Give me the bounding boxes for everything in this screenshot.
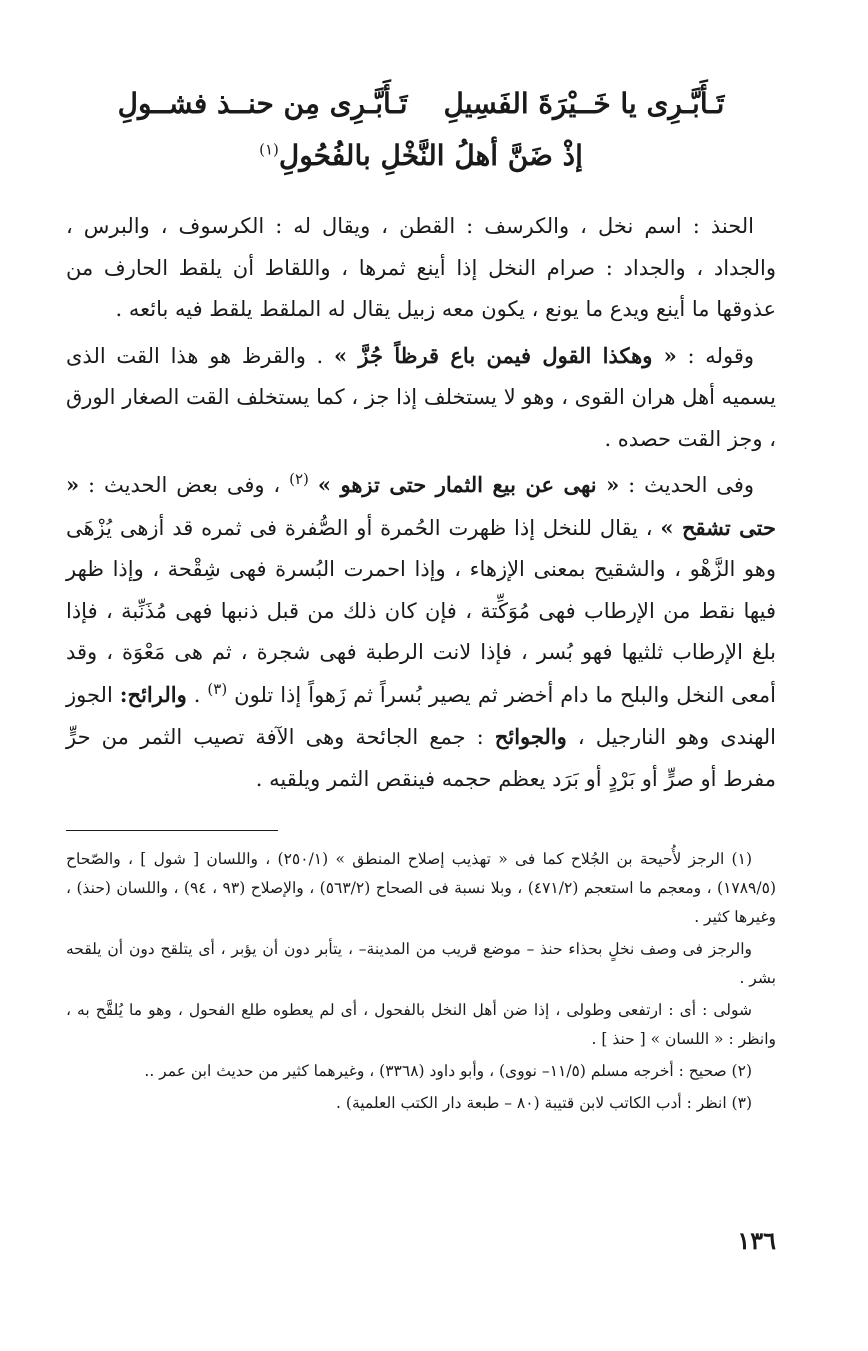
paragraph-3: وفى الحديث : « نهى عن بيع الثمار حتى تزهو » $^{(٢)}$ ، وفى بعض الحديث : « حتى تشقح » ، يقال للنخل إذا ظهرت الحُمرة أو الصُّفرة فى ثمره قد أزهى يُزْهَى وهو الزَّهْو ، والشقيح بمعنى الإزهاء ، وإذا احمرت البُسرة فهى شِقْحة ، وإذا ظهر فيها نقط من الإرطاب فهى مُوَكِّتة ، فإن كان ذلك من قبل ذنبها فهى مُذَنِّبة ، فإذا بلغ الإرطاب ثلثيها فهو بُسر ، فإذا لانت الرطبة فهى شجرة ، ثم هى مَعْوَة ، وقد أمعى النخل والبلح ما دام أخضر ثم يصير بُسراً ثم زَهواً إذا تلون $^{(٣)}$ . والرائح: الجوز الهندى وهو النارجيل ، والجوائح : جمع الجائحة وهى الآفة تصيب الثمر من حرٍّ مفرط أو صرٍّ أو بَرْدٍ أو بَرَد يعظم حجمه فينقص الثمر ويلقيه .	[66, 470, 777, 791]
footnote-3: (٣) انظر : أدب الكاتب لابن قتيبة (٨٠ – طبعة دار الكتب العلمية) .	[336, 1094, 752, 1112]
p2-rest: . والقرظ هو هذا القت الذى يسميه أهل هران القوى ، وهو لا يستخلف إذا جز ، كما يستخلف القت الصغار الورق ، وجز القت حصده .	[66, 343, 776, 451]
footnote-ref-3: (٣)	[207, 679, 228, 698]
footnote-2: (٢) صحيح : أخرجه مسلم (١١/٥– نووى) ، وأبو داود (٣٣٦٨) ، وغيرهما كثير من حديث ابن عمر ..	[144, 1062, 752, 1080]
p2-quote: « وهكذا القول فيمن باع قرظاً جُزَّ »	[333, 342, 677, 368]
poem-verse	[66, 78, 776, 182]
footnote-1b: والرجز فى وصف نخلٍ بحذاء حنذ – موضع قريب من المدينة– ، يتأبر دون أن يؤبر ، أى يتلقح دون أن يلقحه بشر .	[66, 940, 776, 987]
paragraph-2	[66, 335, 776, 461]
paragraph-1: الحنذ : اسم نخل ، والكرسف : القطن ، ويقال له : الكرسوف ، والبرس ، والجداد ، والجداد : صرام النخل إذا أينع ثمرها ، واللقاط أن يلقط الحارف من عذوقها ما أينع ويدع ما يونع ، يكون معه زبيل يقال له الملقط يلقط فيه بائعه .	[66, 214, 776, 321]
poem-line-1	[66, 78, 776, 130]
p3-mid-3: الجوز الهندى وهو النارجيل ،	[66, 682, 776, 749]
main-text	[66, 206, 776, 800]
p3-term-1: والرائح:	[119, 681, 187, 707]
footnote-1c: شولى : أى : ارتفعى وطولى ، إذا ضن أهل النخل بالفحول ، أى لم يعطوه طلع الفحول ، وهو ما يُلقَّح به ، وانظر : « اللسان » [ حنذ ] .	[66, 1001, 776, 1048]
footnote-1a: (١) الرجز لأُحيحة بن الجُلاح كما فى « تهذيب إصلاح المنطق » (٢٥٠/١) ، واللسان [ شول ] ، والصّحاح (١٧٨٩/٥) ، ومعجم ما استعجم (٤٧١/٢) ، وبلا نسبة فى الصحاح (٥٦٣/٢) ، والإصلاح (٩٣ ، ٩٤) ، واللسان (حنذ) ، وغيرها كثير .	[66, 850, 776, 926]
footnotes	[66, 845, 776, 1118]
footnote-ref-2: (٢)	[289, 470, 309, 488]
p3-quote-2: « حتى تشقح »	[66, 472, 776, 540]
footnote-separator	[66, 830, 278, 831]
footnote-ref-1: (١)	[259, 140, 279, 159]
poem-line-2	[66, 130, 776, 182]
footnote-separator-wrap	[66, 804, 776, 845]
poem-hemistich-right: تَـأَبَّـرِى يا خَــيْرَةَ الفَسِيلِ	[443, 87, 725, 120]
poem-line-2-text: إذْ ضَنَّ أهلُ النَّخْلِ بالفُحُولِ	[278, 139, 583, 172]
p3-mid-2: ، يقال للنخل إذا ظهرت الحُمرة أو الصُّفرة فى ثمره قد أزهى يُزْهَى وهو الزَّهْو ، والشقيح بمعنى الإزهاء ، وإذا احمرت البُسرة فهى شِقْحة ، وإذا ظهر فيها نقط من الإرطاب فهى مُوَكِّتة ، فإن كان ذلك من قبل ذنبها فهى مُذَنِّبة ، فإذا بلغ الإرطاب ثلثيها فهو بُسر ، فإذا لانت الرطبة فهى شجرة ، ثم هى مَعْوَة ، وقد أمعى النخل والبلح ما دام أخضر ثم يصير بُسراً ثم زَهواً إذا تلون	[66, 515, 777, 707]
p3-mid-1: ، وفى بعض الحديث :	[88, 473, 281, 497]
p3-quote-1: « نهى عن بيع الثمار حتى تزهو »	[317, 472, 620, 497]
p3-term-2: والجوائح	[494, 724, 567, 749]
page-number: ١٣٦	[737, 1226, 776, 1255]
p3-end: : جمع الجائحة وهى الآفة تصيب الثمر من حرٍّ مفرط أو صرٍّ أو بَرْدٍ أو بَرَد يعظم حجمه فينقص الثمر ويلقيه .	[66, 725, 776, 791]
poem-hemistich-left: تَـأَبَّـرِى مِن حنــذ فشــولِ	[117, 87, 408, 120]
p3-lead: وفى الحديث :	[628, 473, 754, 497]
p2-lead: وقوله :	[687, 343, 754, 368]
